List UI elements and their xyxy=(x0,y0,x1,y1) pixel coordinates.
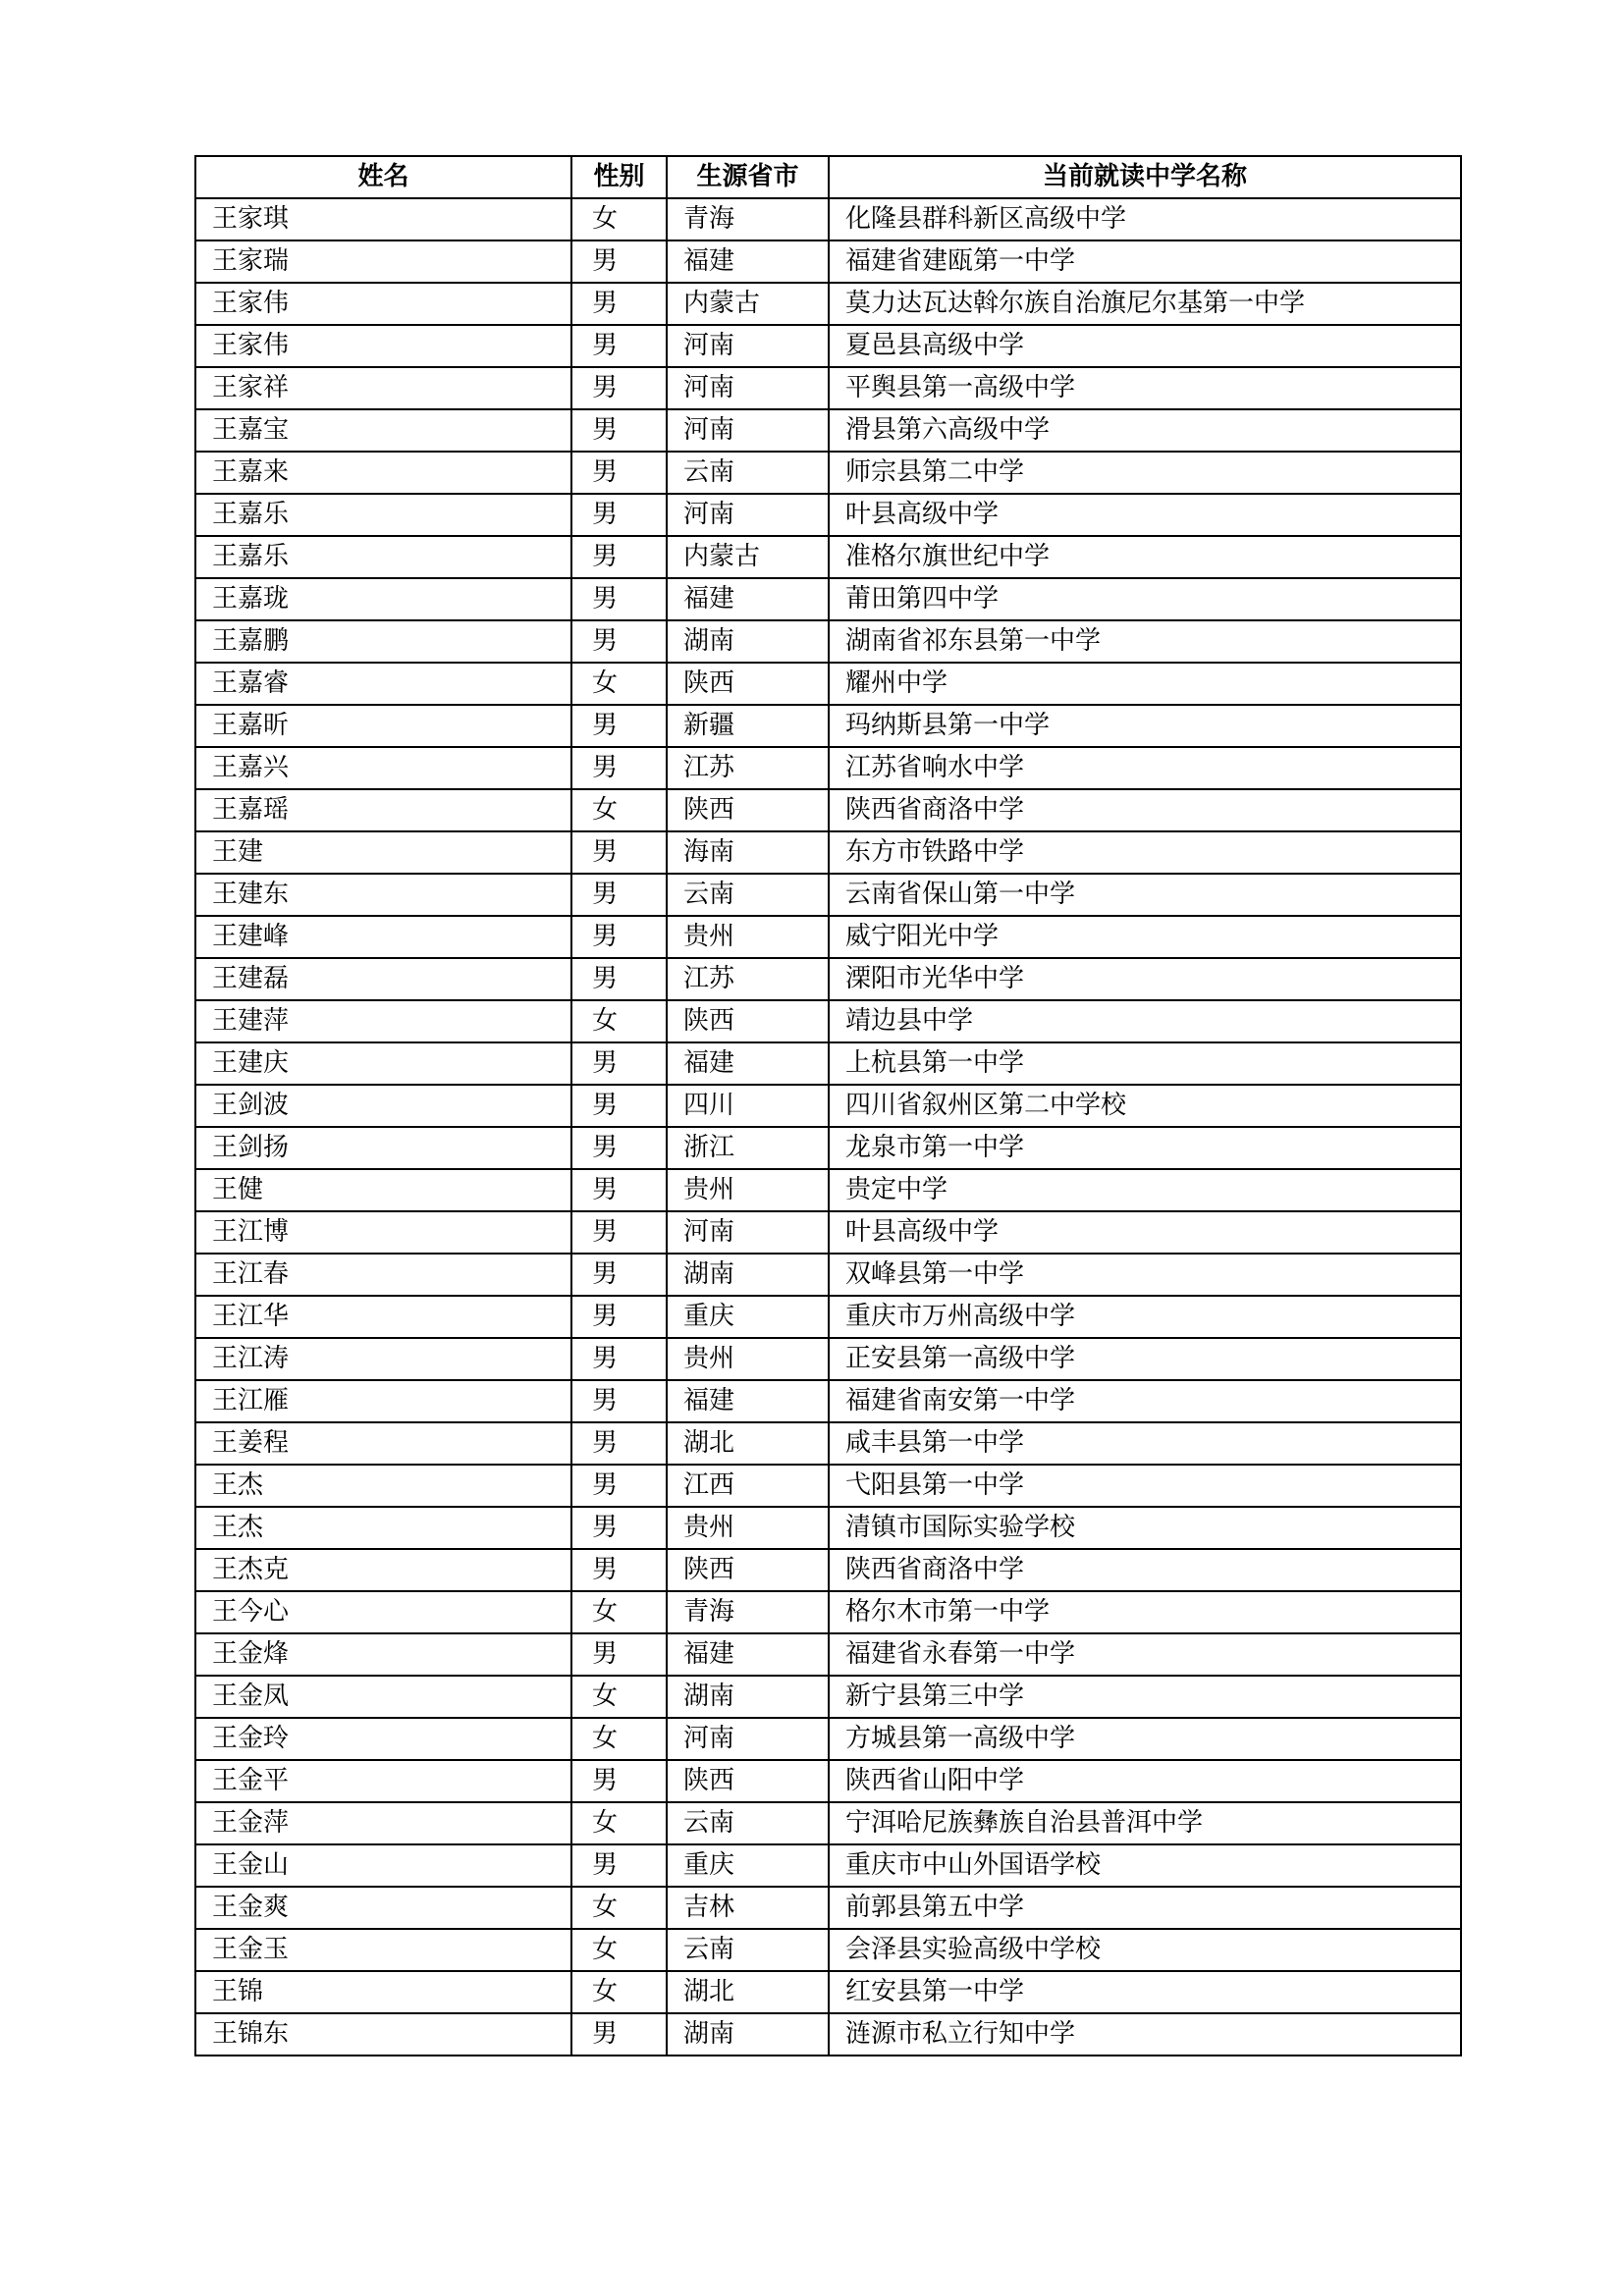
cell-gender: 女 xyxy=(571,1591,667,1633)
cell-school: 莫力达瓦达斡尔族自治旗尼尔基第一中学 xyxy=(829,283,1461,325)
cell-name: 王金爽 xyxy=(195,1887,571,1929)
cell-name: 王家琪 xyxy=(195,198,571,240)
cell-name: 王金平 xyxy=(195,1760,571,1802)
cell-school: 溧阳市光华中学 xyxy=(829,958,1461,1000)
cell-province: 湖南 xyxy=(667,2013,829,2056)
cell-school: 夏邑县高级中学 xyxy=(829,325,1461,367)
table-row xyxy=(195,1211,1461,1254)
cell-province: 湖南 xyxy=(667,620,829,663)
cell-province: 新疆 xyxy=(667,705,829,747)
cell-province: 福建 xyxy=(667,1042,829,1085)
cell-gender: 男 xyxy=(571,1633,667,1676)
cell-school: 平舆县第一高级中学 xyxy=(829,367,1461,409)
table-row xyxy=(195,452,1461,494)
table-row xyxy=(195,1802,1461,1844)
cell-province: 福建 xyxy=(667,240,829,283)
table-row xyxy=(195,1676,1461,1718)
cell-name: 王嘉瑶 xyxy=(195,789,571,831)
cell-province: 青海 xyxy=(667,1591,829,1633)
cell-province: 湖南 xyxy=(667,1254,829,1296)
cell-gender: 男 xyxy=(571,1042,667,1085)
cell-province: 陕西 xyxy=(667,789,829,831)
student-roster-table xyxy=(194,155,1462,2056)
table-row xyxy=(195,2013,1461,2056)
cell-school: 莆田第四中学 xyxy=(829,578,1461,620)
cell-gender: 女 xyxy=(571,1676,667,1718)
cell-school: 叶县高级中学 xyxy=(829,494,1461,536)
table-row xyxy=(195,1085,1461,1127)
table-row xyxy=(195,1507,1461,1549)
cell-gender: 男 xyxy=(571,494,667,536)
cell-school: 上杭县第一中学 xyxy=(829,1042,1461,1085)
table-row xyxy=(195,367,1461,409)
header-province: 生源省市 xyxy=(667,156,829,198)
cell-school: 靖边县中学 xyxy=(829,1000,1461,1042)
cell-name: 王江华 xyxy=(195,1296,571,1338)
cell-gender: 男 xyxy=(571,2013,667,2056)
cell-school: 重庆市万州高级中学 xyxy=(829,1296,1461,1338)
cell-school: 福建省南安第一中学 xyxy=(829,1380,1461,1422)
table-row xyxy=(195,283,1461,325)
cell-province: 河南 xyxy=(667,1211,829,1254)
cell-gender: 女 xyxy=(571,1929,667,1971)
table-row xyxy=(195,1549,1461,1591)
cell-name: 王江博 xyxy=(195,1211,571,1254)
cell-name: 王剑扬 xyxy=(195,1127,571,1169)
cell-name: 王金萍 xyxy=(195,1802,571,1844)
table-row xyxy=(195,409,1461,452)
cell-province: 浙江 xyxy=(667,1127,829,1169)
cell-name: 王建东 xyxy=(195,874,571,916)
table-row xyxy=(195,198,1461,240)
cell-name: 王今心 xyxy=(195,1591,571,1633)
cell-school: 福建省建瓯第一中学 xyxy=(829,240,1461,283)
table-row xyxy=(195,916,1461,958)
table-row xyxy=(195,663,1461,705)
cell-school: 滑县第六高级中学 xyxy=(829,409,1461,452)
cell-province: 内蒙古 xyxy=(667,283,829,325)
cell-gender: 男 xyxy=(571,240,667,283)
cell-school: 涟源市私立行知中学 xyxy=(829,2013,1461,2056)
cell-province: 贵州 xyxy=(667,1507,829,1549)
cell-gender: 男 xyxy=(571,1085,667,1127)
cell-school: 会泽县实验高级中学校 xyxy=(829,1929,1461,1971)
cell-school: 咸丰县第一中学 xyxy=(829,1422,1461,1465)
cell-name: 王嘉宝 xyxy=(195,409,571,452)
cell-gender: 男 xyxy=(571,958,667,1000)
cell-gender: 男 xyxy=(571,283,667,325)
cell-name: 王嘉乐 xyxy=(195,536,571,578)
cell-province: 湖北 xyxy=(667,1971,829,2013)
cell-gender: 男 xyxy=(571,620,667,663)
cell-name: 王建 xyxy=(195,831,571,874)
table-row xyxy=(195,1844,1461,1887)
cell-gender: 男 xyxy=(571,1507,667,1549)
cell-school: 东方市铁路中学 xyxy=(829,831,1461,874)
cell-school: 红安县第一中学 xyxy=(829,1971,1461,2013)
cell-name: 王杰克 xyxy=(195,1549,571,1591)
cell-province: 福建 xyxy=(667,1633,829,1676)
cell-province: 贵州 xyxy=(667,1169,829,1211)
table-row xyxy=(195,831,1461,874)
cell-school: 叶县高级中学 xyxy=(829,1211,1461,1254)
table-row xyxy=(195,1633,1461,1676)
cell-gender: 男 xyxy=(571,1844,667,1887)
cell-province: 陕西 xyxy=(667,1000,829,1042)
table-row xyxy=(195,1591,1461,1633)
cell-gender: 男 xyxy=(571,409,667,452)
table-row xyxy=(195,1338,1461,1380)
cell-gender: 男 xyxy=(571,578,667,620)
table-row xyxy=(195,1465,1461,1507)
cell-name: 王家伟 xyxy=(195,325,571,367)
cell-name: 王锦 xyxy=(195,1971,571,2013)
cell-gender: 男 xyxy=(571,916,667,958)
cell-school: 正安县第一高级中学 xyxy=(829,1338,1461,1380)
table-row xyxy=(195,1929,1461,1971)
cell-province: 云南 xyxy=(667,1929,829,1971)
cell-school: 前郭县第五中学 xyxy=(829,1887,1461,1929)
table-row xyxy=(195,874,1461,916)
cell-school: 陕西省商洛中学 xyxy=(829,789,1461,831)
cell-province: 云南 xyxy=(667,452,829,494)
cell-name: 王嘉兴 xyxy=(195,747,571,789)
table-row xyxy=(195,620,1461,663)
cell-school: 湖南省祁东县第一中学 xyxy=(829,620,1461,663)
cell-school: 双峰县第一中学 xyxy=(829,1254,1461,1296)
cell-gender: 女 xyxy=(571,1000,667,1042)
cell-province: 海南 xyxy=(667,831,829,874)
cell-gender: 男 xyxy=(571,1549,667,1591)
cell-gender: 女 xyxy=(571,789,667,831)
table-row xyxy=(195,1254,1461,1296)
cell-province: 四川 xyxy=(667,1085,829,1127)
cell-gender: 男 xyxy=(571,1169,667,1211)
cell-gender: 男 xyxy=(571,1254,667,1296)
cell-province: 吉林 xyxy=(667,1887,829,1929)
cell-province: 河南 xyxy=(667,367,829,409)
table-row xyxy=(195,1296,1461,1338)
cell-gender: 女 xyxy=(571,1971,667,2013)
cell-province: 陕西 xyxy=(667,663,829,705)
cell-province: 河南 xyxy=(667,325,829,367)
table-row xyxy=(195,705,1461,747)
table-row xyxy=(195,1760,1461,1802)
table-row xyxy=(195,494,1461,536)
cell-school: 福建省永春第一中学 xyxy=(829,1633,1461,1676)
cell-gender: 男 xyxy=(571,367,667,409)
cell-name: 王嘉睿 xyxy=(195,663,571,705)
cell-name: 王剑波 xyxy=(195,1085,571,1127)
cell-province: 河南 xyxy=(667,409,829,452)
table-row xyxy=(195,1000,1461,1042)
cell-gender: 男 xyxy=(571,1211,667,1254)
cell-name: 王建磊 xyxy=(195,958,571,1000)
cell-gender: 男 xyxy=(571,1338,667,1380)
cell-gender: 男 xyxy=(571,874,667,916)
table-row xyxy=(195,1887,1461,1929)
cell-name: 王家伟 xyxy=(195,283,571,325)
cell-school: 四川省叙州区第二中学校 xyxy=(829,1085,1461,1127)
table-row xyxy=(195,1380,1461,1422)
cell-school: 耀州中学 xyxy=(829,663,1461,705)
cell-province: 河南 xyxy=(667,1718,829,1760)
cell-name: 王江春 xyxy=(195,1254,571,1296)
cell-school: 准格尔旗世纪中学 xyxy=(829,536,1461,578)
cell-gender: 女 xyxy=(571,1802,667,1844)
cell-gender: 女 xyxy=(571,1718,667,1760)
cell-name: 王嘉昕 xyxy=(195,705,571,747)
cell-province: 江苏 xyxy=(667,958,829,1000)
cell-province: 重庆 xyxy=(667,1844,829,1887)
cell-name: 王嘉来 xyxy=(195,452,571,494)
cell-name: 王江雁 xyxy=(195,1380,571,1422)
cell-school: 新宁县第三中学 xyxy=(829,1676,1461,1718)
table-row xyxy=(195,1169,1461,1211)
cell-gender: 男 xyxy=(571,1127,667,1169)
cell-school: 化隆县群科新区高级中学 xyxy=(829,198,1461,240)
cell-province: 福建 xyxy=(667,578,829,620)
cell-school: 格尔木市第一中学 xyxy=(829,1591,1461,1633)
cell-name: 王嘉珑 xyxy=(195,578,571,620)
cell-name: 王家祥 xyxy=(195,367,571,409)
header-gender: 性别 xyxy=(571,156,667,198)
cell-school: 宁洱哈尼族彝族自治县普洱中学 xyxy=(829,1802,1461,1844)
cell-school: 陕西省山阳中学 xyxy=(829,1760,1461,1802)
cell-name: 王金烽 xyxy=(195,1633,571,1676)
table-header-row xyxy=(195,156,1461,198)
cell-name: 王建庆 xyxy=(195,1042,571,1085)
cell-province: 贵州 xyxy=(667,916,829,958)
cell-name: 王杰 xyxy=(195,1507,571,1549)
cell-name: 王姜程 xyxy=(195,1422,571,1465)
table-row xyxy=(195,1042,1461,1085)
cell-gender: 男 xyxy=(571,705,667,747)
cell-school: 玛纳斯县第一中学 xyxy=(829,705,1461,747)
cell-school: 师宗县第二中学 xyxy=(829,452,1461,494)
cell-gender: 男 xyxy=(571,1760,667,1802)
cell-name: 王金山 xyxy=(195,1844,571,1887)
cell-name: 王健 xyxy=(195,1169,571,1211)
cell-school: 清镇市国际实验学校 xyxy=(829,1507,1461,1549)
table-row xyxy=(195,536,1461,578)
cell-name: 王金凤 xyxy=(195,1676,571,1718)
table-row xyxy=(195,1971,1461,2013)
cell-school: 方城县第一高级中学 xyxy=(829,1718,1461,1760)
cell-province: 江苏 xyxy=(667,747,829,789)
cell-gender: 男 xyxy=(571,1422,667,1465)
cell-gender: 男 xyxy=(571,452,667,494)
table-row xyxy=(195,578,1461,620)
cell-school: 弋阳县第一中学 xyxy=(829,1465,1461,1507)
cell-province: 内蒙古 xyxy=(667,536,829,578)
cell-school: 江苏省响水中学 xyxy=(829,747,1461,789)
cell-province: 河南 xyxy=(667,494,829,536)
cell-name: 王金玉 xyxy=(195,1929,571,1971)
cell-gender: 男 xyxy=(571,536,667,578)
cell-school: 重庆市中山外国语学校 xyxy=(829,1844,1461,1887)
cell-gender: 女 xyxy=(571,198,667,240)
cell-gender: 男 xyxy=(571,1380,667,1422)
cell-province: 云南 xyxy=(667,874,829,916)
cell-province: 湖南 xyxy=(667,1676,829,1718)
cell-name: 王杰 xyxy=(195,1465,571,1507)
cell-name: 王江涛 xyxy=(195,1338,571,1380)
table-row xyxy=(195,1422,1461,1465)
cell-school: 云南省保山第一中学 xyxy=(829,874,1461,916)
cell-name: 王金玲 xyxy=(195,1718,571,1760)
header-name: 姓名 xyxy=(195,156,571,198)
cell-school: 龙泉市第一中学 xyxy=(829,1127,1461,1169)
cell-name: 王家瑞 xyxy=(195,240,571,283)
cell-gender: 男 xyxy=(571,1296,667,1338)
table-row xyxy=(195,789,1461,831)
cell-gender: 男 xyxy=(571,747,667,789)
cell-name: 王锦东 xyxy=(195,2013,571,2056)
cell-school: 贵定中学 xyxy=(829,1169,1461,1211)
cell-province: 贵州 xyxy=(667,1338,829,1380)
table-row xyxy=(195,1718,1461,1760)
cell-province: 福建 xyxy=(667,1380,829,1422)
cell-province: 陕西 xyxy=(667,1760,829,1802)
table-row xyxy=(195,958,1461,1000)
cell-province: 江西 xyxy=(667,1465,829,1507)
cell-school: 陕西省商洛中学 xyxy=(829,1549,1461,1591)
table-row xyxy=(195,240,1461,283)
cell-name: 王嘉乐 xyxy=(195,494,571,536)
cell-province: 云南 xyxy=(667,1802,829,1844)
cell-province: 陕西 xyxy=(667,1549,829,1591)
cell-province: 重庆 xyxy=(667,1296,829,1338)
cell-province: 青海 xyxy=(667,198,829,240)
cell-gender: 男 xyxy=(571,831,667,874)
cell-gender: 女 xyxy=(571,663,667,705)
cell-gender: 男 xyxy=(571,325,667,367)
table-row xyxy=(195,325,1461,367)
header-school: 当前就读中学名称 xyxy=(829,156,1461,198)
cell-name: 王建峰 xyxy=(195,916,571,958)
table-row xyxy=(195,747,1461,789)
cell-province: 湖北 xyxy=(667,1422,829,1465)
cell-name: 王嘉鹏 xyxy=(195,620,571,663)
cell-gender: 女 xyxy=(571,1887,667,1929)
cell-name: 王建萍 xyxy=(195,1000,571,1042)
table-body xyxy=(195,198,1461,2056)
cell-gender: 男 xyxy=(571,1465,667,1507)
cell-school: 威宁阳光中学 xyxy=(829,916,1461,958)
table-row xyxy=(195,1127,1461,1169)
